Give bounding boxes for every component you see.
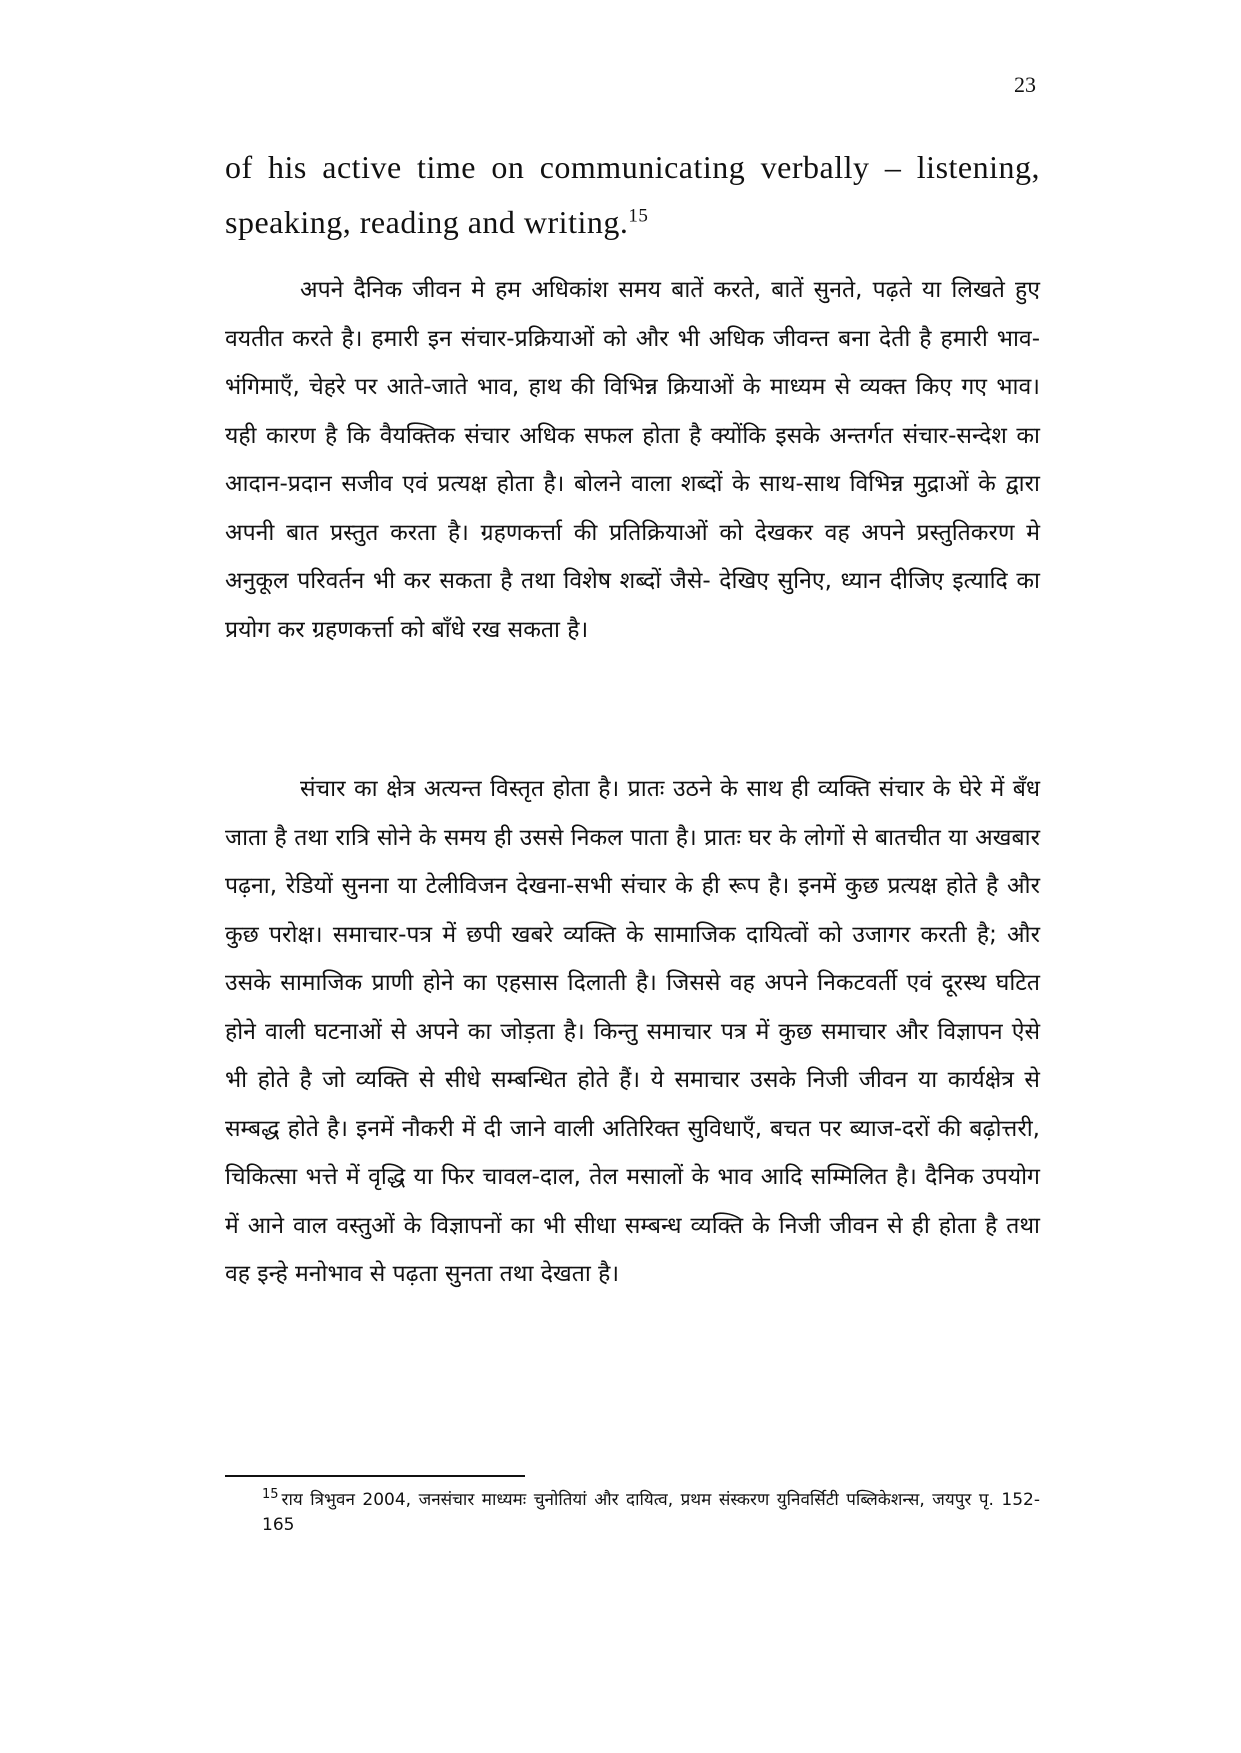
paragraph-personal-communication: अपने दैनिक जीवन मे हम अधिकांश समय बातें करते, बातें सुनते, पढ़ते या लिखते हुए वयतीत करते है। हमारी इन संचार-प्रक्रियाओं को और भी अधिक जीवन्त बना देती है हमारी भाव-भंगिमाएँ, चेहरे पर आते-जाते भाव, हाथ की विभिन्न क्रियाओं के माध्यम से व्यक्त किए गए भाव। यही कारण है कि वैयक्तिक संचार अधिक सफल होता है क्योंकि इसके अन्तर्गत संचार-सन्देश का आदान-प्रदान सजीव एवं प्रत्यक्ष होता है। बोलने वाला शब्दों के साथ-साथ विभिन्न मुद्राओं के द्वारा अपनी बात प्रस्तुत करता है। ग्रहणकर्त्ता की प्रतिक्रियाओं को देखकर वह अपने प्रस्तुतिकरण मे अनुकूल परिवर्तन भी कर सकता है तथा विशेष शब्दों जैसे- देखिए सुनिए, ध्यान दीजिए इत्यादि का प्रयोग कर ग्रहणकर्त्ता को बाँधे रख सकता है। [225,277,1040,643]
footnote [262,1488,1040,1538]
page-number: 23 [1014,72,1036,97]
intro-text: of his active time on communicating verbally – listening, speaking, reading and writing. [225,149,1040,240]
paragraph-scope-of-communication: संचार का क्षेत्र अत्यन्त विस्तृत होता है। प्रातः उठने के साथ ही व्यक्ति संचार के घेरे में बँध जाता है तथा रात्रि सोने के समय ही उससे निकल पाता है। प्रातः घर के लोगों से बातचीत या अखबार पढ़ना, रेडियों सुनना या टेलीविजन देखना-सभी संचार के ही रूप है। इनमें कुछ प्रत्यक्ष होते है और कुछ परोक्ष। समाचार-पत्र में छपी खबरे व्यक्ति के सामाजिक दायित्वों को उजागर करती है; और उसके सामाजिक प्राणी होने का एहसास दिलाती है। जिससे वह अपने निकटवर्ती एवं दूरस्थ घटित होने वाली घटनाओं से अपने का जोड़ता है। किन्तु समाचार पत्र में कुछ समाचार और विज्ञापन ऐसे भी होते है जो व्यक्ति से सीधे सम्बन्धित होते हैं। ये समाचार उसके निजी जीवन या कार्यक्षेत्र से सम्बद्ध होते है। इनमें नौकरी में दी जाने वाली अतिरिक्त सुविधाएँ, बचत पर ब्याज-दरों की बढ़ोत्तरी, चिकित्सा भत्ते में वृद्धि या फिर चावल-दाल, तेल मसालों के भाव आदि सम्मिलित है। दैनिक उपयोग में आने वाल वस्तुओं के विज्ञापनों का भी सीधा सम्बन्ध व्यक्ति के निजी जीवन से ही होता है तथा वह इन्हे मनोभाव से पढ़ता सुनता तथा देखता है। [225,776,1040,1287]
footnote-text: राय त्रिभुवन 2004, जनसंचार माध्यमः चुनोतियां और दायित्व, प्रथम संस्करण युनिवर्सिटी पब्लिकेशन्स, जयपुर पृ. 152-165 [262,1490,1040,1535]
footnote-reference: 15 [628,205,649,227]
intro-text-block [225,140,1040,250]
footnote-divider [225,1475,525,1477]
footnote-marker: 15 [262,1487,279,1503]
